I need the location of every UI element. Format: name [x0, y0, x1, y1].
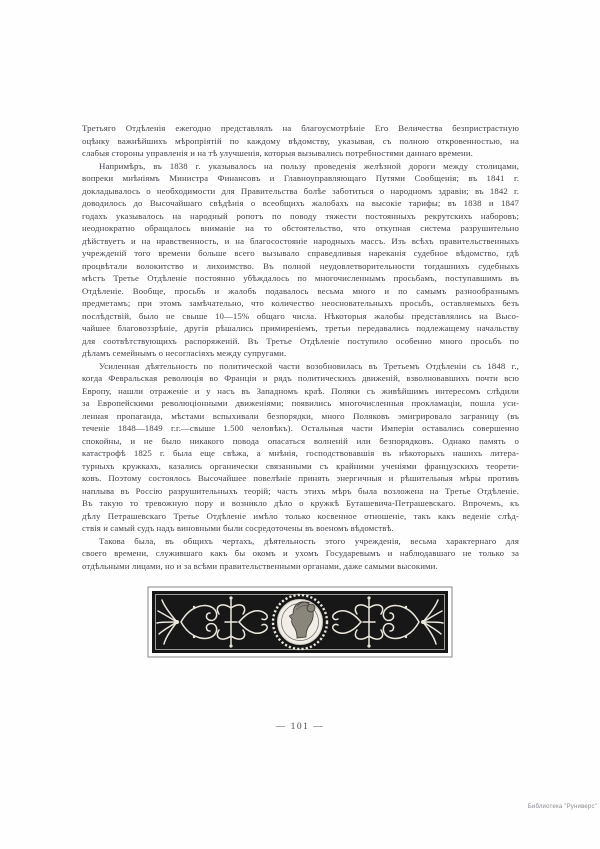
text-line: Въ такую то тревожную пору и возникло дѣло о кружкѣ Буташевича-Петрашевскаго. Впрочемъ, къ: [82, 498, 519, 508]
text-line: Европу, нашли отраженіе и у насъ въ Западномъ краѣ. Поляки съ живѣйшимъ интересомъ слѣдили: [82, 385, 519, 396]
text-line: доводилось до Высочайшаго свѣдѣнія о всеобщихъ жалобахъ на высокіе тарифы; въ 1838 и 1847: [82, 198, 519, 208]
text-line: послѣдствій, было не свыше 10—15% общаго числа. Нѣкоторыя жалобы представлялись на Высо-: [82, 310, 519, 321]
text-line: мѣстъ Третье Отдѣленіе постоянно убѣждалось по многочисленнымъ просьбамъ, поступавшимъ въ: [82, 273, 519, 283]
text-line: для соотвѣтствующихъ распоряженій. Въ Третье Отдѣленіе поступило особенно много просьбъ по: [82, 335, 519, 346]
text-line: наплыва въ Россію разрушительныхъ теорій; часть этихъ мѣръ была возложена на Третье Отдѣленіе.: [82, 485, 519, 496]
paragraph: [82, 535, 519, 573]
text-line: отдѣльными лицами, но и за всѣми правительственными органами, даже самыми высокими.: [82, 560, 438, 571]
library-watermark: Библиотека "Руниверс": [527, 804, 597, 810]
text-line: дѣйствуетъ и на нравственность, и на благосостояніе народныхъ массъ. Изъ всѣхъ правительственныхъ: [82, 235, 519, 246]
text-line: оцѣнку важнѣйшихъ мѣропріятій по каждому вѣдомству, указывая, съ полною откровенностью, на: [82, 135, 519, 146]
text-line: неоднократно обращалось вниманіе на то обстоятельство, что откупная система разрушительно: [82, 223, 519, 233]
text-line: когда Февральская революція во Франціи и рядъ политическихъ движеній, взволновавшихъ почти всю: [82, 373, 519, 383]
text-line: дѣлу Петрашевскаго Третье Отдѣленіе имѣло только косвенное отношеніе, такъ какъ веденіе слѣд-: [82, 510, 519, 521]
text-line: своего времени, служившаго какъ бы окомъ и ухомъ Государевымъ и наблюдавшаго не только за: [82, 548, 519, 558]
text-line: Третьяго Отдѣленія ежегодно представлялъ на благоусмотрѣніе Его Величества безпристрастную: [82, 123, 519, 133]
text-line: за Европейскими революціонными движеніями; появились многочисленныя прокламаціи, пошла уси-: [82, 398, 519, 408]
text-line: ковъ. Поэтому состоялось Высочайшее повелѣніе принять энергичныя и рѣшительныя мѣры противъ: [82, 473, 519, 483]
text-line: процвѣтали волокитство и лихоимство. Въ полной неудовлетворительности тогдашнихъ судебныхъ: [82, 260, 519, 271]
text-line: Отдѣленіе. Вообще, просьбъ и жалобъ подавалось весьма много и по самымъ разнообразнымъ: [82, 285, 519, 296]
paragraph: [82, 160, 519, 360]
text-line: Такова была, въ общихъ чертахъ, дѣятельность этого учрежденія, весьма характернаго для: [99, 535, 519, 546]
text-line: ствія и самый судъ надъ виновными были сосредоточены въ военомъ вѣдомствѣ.: [82, 523, 394, 533]
text-line: дѣламъ семейнымъ о несогласіяхъ между супругами.: [82, 348, 287, 358]
medallion: [273, 595, 327, 649]
text-line: предметамъ; при этомъ замѣчательно, что количество неосновательныхъ просьбъ, оставляемыхъ безъ: [82, 298, 519, 308]
page-number: — 101 —: [275, 722, 325, 732]
text-line: годахъ указывалось на народный ропотъ по поводу тяжести постоянныхъ рекрутскихъ наборовъ;: [82, 210, 519, 221]
text-line: спокойны, и не было никакого повода опасаться волненій или безпорядковъ. Однако память о: [82, 435, 519, 446]
paragraph: [82, 360, 519, 535]
text-line: вопреки мнѣніямъ Министра Финансовъ и Главноуправляющаго Путями Сообщенія; въ 1841 г.: [82, 173, 519, 183]
text-line: теченіе 1848—1849 г.г.—свыше 1.500 человѣкъ). Остальныя части Имперіи оставались совершенно: [82, 423, 519, 433]
text-line: слабыя стороны управленія и на тѣ улучшенія, которыя вызывались потребностями даннаго времени.: [82, 148, 473, 158]
text-line: учрежденій того времени больше всего вызывало справедливыя нареканія судебное вѣдомство, гдѣ: [82, 248, 519, 258]
tailpiece-ornament-svg: [147, 586, 453, 658]
tailpiece-ornament-image: [147, 586, 453, 658]
paragraph: [82, 122, 519, 160]
text-line: докладывалось о необходимости для Правительства болѣе заботиться о народномъ здравіи; въ 1842 г.: [82, 185, 519, 196]
text-line: ленная пропаганда, мѣстами вспыхивали безпорядки, много Поляковъ эмигрировало заграницу (въ: [82, 410, 519, 421]
text-line: Напримѣръ, въ 1838 г. указывалось на пользу проведенія желѣзной дороги между столицами,: [99, 160, 519, 171]
text-line: турныхъ кружкахъ, казались органически связанными съ крайними ученіями французскихъ теорети-: [82, 460, 519, 471]
text-block: [82, 122, 519, 572]
text-line: Усиленная дѣятельность по политической части возобновилась въ Третьемъ Отдѣленіи съ 1848 г.,: [99, 360, 519, 371]
text-line: чайшее благовоззрѣніе, другія рѣшались примиреніемъ, третьи передавались подлежащему начальству: [82, 323, 519, 333]
text-line: катастрофѣ 1825 г. была еще свѣжа, а мнѣнія, господствовавшія въ нѣкоторыхъ нашихъ литера-: [82, 448, 519, 458]
